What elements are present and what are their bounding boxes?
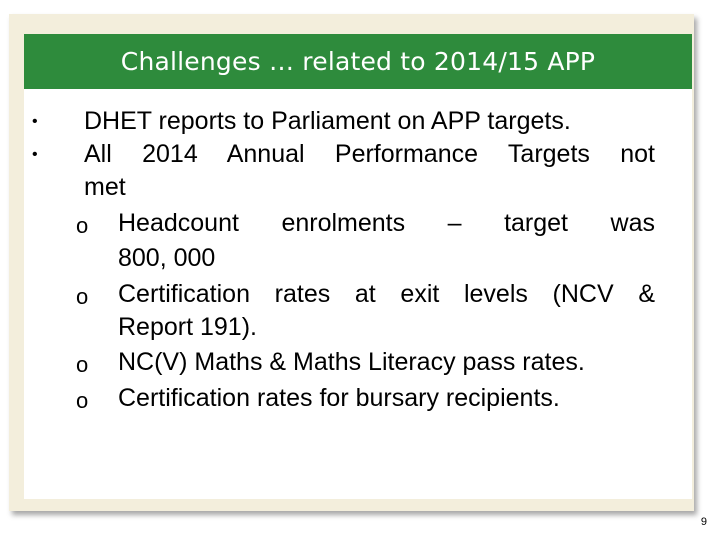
- page-number: 9: [700, 516, 707, 528]
- bullet-text: All 2014 Annual Performance Targets not: [84, 140, 655, 168]
- bullet-text: DHET reports to Parliament on APP targets.: [84, 107, 571, 135]
- sub-bullet-text: Certification rates at exit levels (NCV &: [118, 280, 655, 308]
- sub-bullet-text: NC(V) Maths & Maths Literacy pass rates.: [118, 348, 585, 376]
- sub-bullet-text-continuation: Report 191).: [118, 313, 257, 341]
- sub-bullet-marker: o: [76, 388, 89, 413]
- sub-bullet-text-continuation: 800, 000: [118, 244, 216, 272]
- sub-bullet-text: Certification rates for bursary recipients.: [118, 384, 560, 412]
- sub-bullet-marker: o: [76, 284, 89, 309]
- bullet-marker: •: [32, 113, 38, 130]
- bullet-marker: •: [32, 146, 38, 163]
- slide-title: Challenges … related to 2014/15 APP: [120, 47, 596, 76]
- sub-bullet-text: Headcount enrolments – target was: [118, 209, 655, 237]
- sub-bullet-marker: o: [76, 352, 89, 377]
- sub-bullet-marker: o: [76, 213, 89, 238]
- bullet-text-continuation: met: [84, 173, 126, 201]
